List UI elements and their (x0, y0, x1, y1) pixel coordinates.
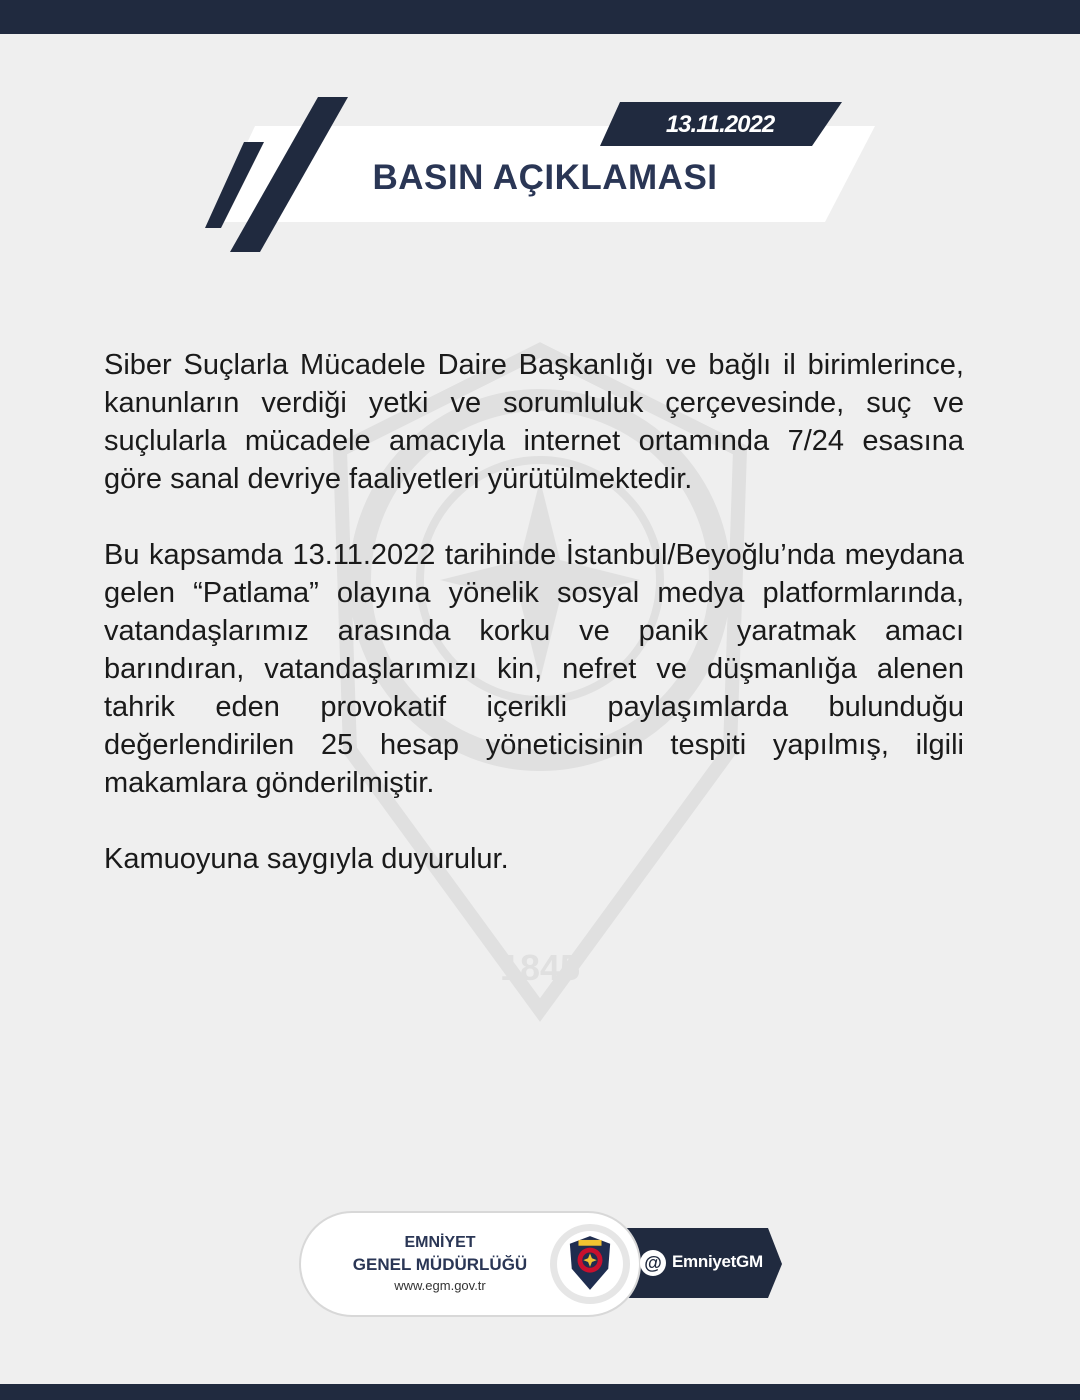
at-sign-icon: @ (640, 1250, 666, 1276)
watermark-year: 1845 (499, 947, 581, 988)
paragraph-1: Siber Suçlarla Mücadele Daire Başkanlığı ve bağlı il birimlerince, kanunların verdiği yetki ve sorumluluk çerçevesinde, suç ve suçlularla mücadele amacıyla internet ortamında 7/24 esasına göre sanal devriye faaliyetleri yürütülmektedir. (104, 349, 964, 495)
police-badge-icon (566, 1234, 614, 1292)
org-name-line1: EMNİYET (404, 1234, 476, 1251)
paragraph-3: Kamuoyuna saygıyla duyurulur. (104, 843, 509, 875)
org-name-line2: GENEL MÜDÜRLÜĞÜ (352, 1255, 528, 1274)
website-link[interactable]: www.egm.gov.tr (394, 1278, 486, 1293)
page-title: BASIN AÇIKLAMASI (372, 158, 718, 197)
bottom-bar (0, 1384, 1080, 1400)
press-date: 13.11.2022 (665, 111, 775, 138)
press-release-body (104, 346, 964, 916)
paragraph-2: Bu kapsamda 13.11.2022 tarihinde İstanbul/Beyoğlu’nda meydana gelen “Patlama” olayına yönelik sosyal medya platformlarında, vatandaşlarımız arasında korku ve panik yaratmak amacı barındıran, vatandaşlarımızı kin, nefret ve düşmanlığa alenen tahrik eden provokatif içerikli paylaşımlarda bulunduğu değerlendirilen 25 hesap yöneticisinin tespiti yapılmış, ilgili makamlara gönderilmiştir. (104, 539, 964, 799)
social-handle[interactable]: EmniyetGM (672, 1252, 763, 1271)
